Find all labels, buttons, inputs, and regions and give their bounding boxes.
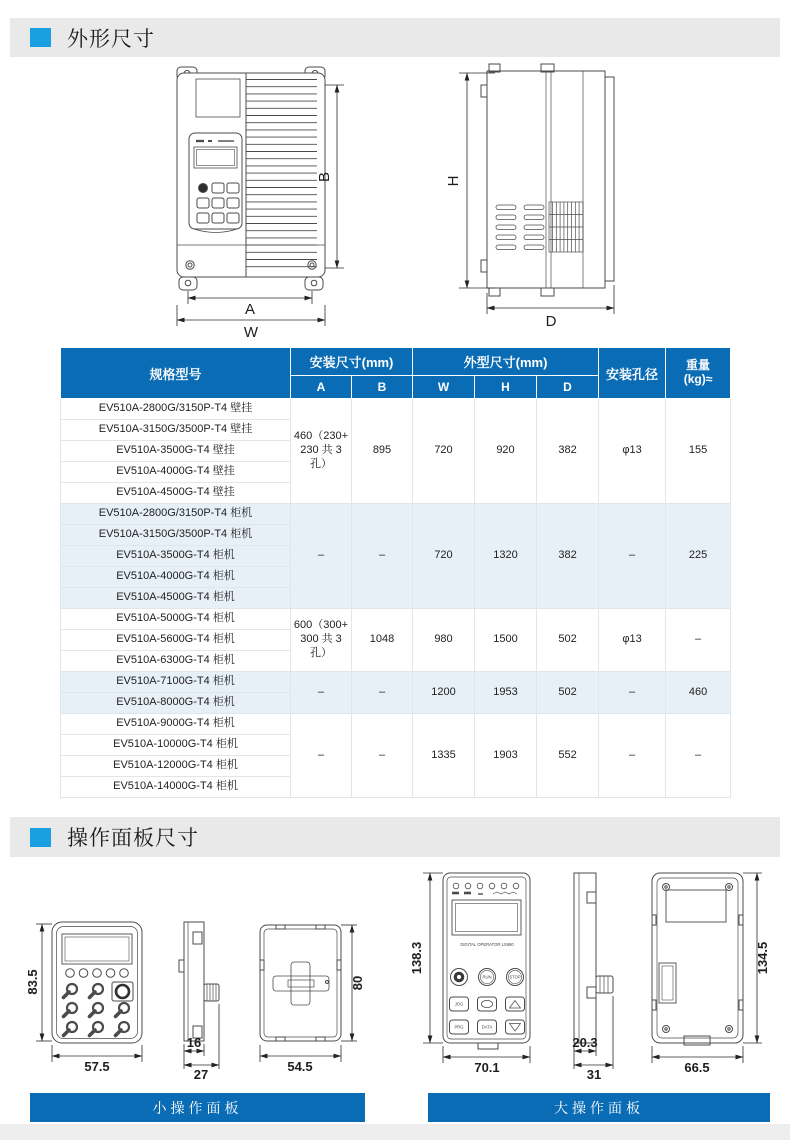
- model-cell: EV510A-2800G/3150P-T4 壁挂: [61, 399, 291, 420]
- model-cell: EV510A-7100G-T4 柜机: [61, 672, 291, 693]
- value-cell-hole: φ13: [599, 609, 666, 672]
- header-mount: 安装尺寸(mm): [291, 348, 413, 376]
- value-cell-d: 382: [537, 504, 599, 609]
- section-outline-title: 外形尺寸: [67, 27, 155, 51]
- dim-label-a: A: [244, 301, 256, 318]
- outline-drawings: [0, 55, 790, 345]
- model-cell: EV510A-4000G-T4 柜机: [61, 567, 291, 588]
- value-cell-a: –: [291, 504, 352, 609]
- stop-button-label: STOP: [509, 974, 521, 980]
- model-cell: EV510A-12000G-T4 柜机: [61, 756, 291, 777]
- value-cell-d: 382: [537, 399, 599, 504]
- value-cell-d: 552: [537, 714, 599, 798]
- large-panel-back-view: [652, 873, 743, 1045]
- large-back-width: 66.5: [684, 1060, 710, 1075]
- value-cell-d: 502: [537, 672, 599, 714]
- small-front-width: 57.5: [84, 1059, 110, 1074]
- table-row: [61, 399, 731, 420]
- small-panel-side-view: [179, 922, 219, 1041]
- header-hole: 安装孔径: [599, 348, 666, 399]
- model-cell: EV510A-9000G-T4 柜机: [61, 714, 291, 735]
- large-front-height: 138.3: [409, 941, 424, 975]
- value-cell-hole: –: [599, 504, 666, 609]
- table-row: [61, 714, 731, 735]
- model-cell: EV510A-14000G-T4 柜机: [61, 777, 291, 798]
- value-cell-a: –: [291, 672, 352, 714]
- panel-drawings: [0, 860, 790, 1088]
- model-cell: EV510A-2800G/3150P-T4 柜机: [61, 504, 291, 525]
- run-button-label: RUN: [482, 974, 492, 980]
- value-cell-h: 1903: [475, 714, 537, 798]
- small-panel-back-view: [260, 925, 341, 1041]
- model-cell: EV510A-3500G-T4 柜机: [61, 546, 291, 567]
- prg-button-label: PRG: [454, 1024, 464, 1030]
- large-panel-label-bar: [428, 1093, 770, 1122]
- value-cell-hole: φ13: [599, 399, 666, 504]
- model-cell: EV510A-3500G-T4 壁挂: [61, 441, 291, 462]
- value-cell-b: –: [352, 504, 413, 609]
- value-cell-b: –: [352, 672, 413, 714]
- large-panel-caption: DIGITAL OPERATOR LS590: [460, 942, 514, 947]
- table-row: [61, 504, 731, 525]
- spec-table-body: [61, 399, 731, 798]
- value-cell-h: 1320: [475, 504, 537, 609]
- accent-square-icon: [30, 828, 51, 847]
- small-panel-front-view: [52, 922, 142, 1043]
- header-col-w: W: [413, 376, 475, 399]
- vfd-front-view: [177, 67, 325, 290]
- spec-table-container: [60, 347, 730, 798]
- spec-table: [60, 347, 731, 798]
- large-panel-front-view: [443, 873, 530, 1049]
- value-cell-a: 460（230+230 共 3 孔）: [291, 399, 352, 504]
- value-cell-hole: –: [599, 714, 666, 798]
- large-panel-label: 大操作面板: [554, 1099, 644, 1116]
- value-cell-weight: 225: [666, 504, 731, 609]
- small-back-height: 80: [350, 975, 365, 991]
- section-panel-title: 操作面板尺寸: [67, 827, 199, 850]
- value-cell-weight: 155: [666, 399, 731, 504]
- bottom-strip: [0, 1124, 790, 1140]
- small-panel-label: 小操作面板: [152, 1099, 243, 1116]
- large-back-height: 134.5: [755, 941, 770, 975]
- section-panel-band: [10, 817, 780, 857]
- model-cell: EV510A-4000G-T4 壁挂: [61, 462, 291, 483]
- dim-label-w: W: [243, 324, 259, 341]
- data-button-label: DATA: [481, 1024, 493, 1030]
- value-cell-w: 720: [413, 399, 475, 504]
- value-cell-a: 600（300+300 共 3 孔）: [291, 609, 352, 672]
- table-row: [61, 672, 731, 693]
- value-cell-weight: –: [666, 609, 731, 672]
- model-cell: EV510A-6300G-T4 柜机: [61, 651, 291, 672]
- header-col-b: B: [352, 376, 413, 399]
- value-cell-w: 980: [413, 609, 475, 672]
- header-model: 规格型号: [61, 348, 291, 399]
- value-cell-hole: –: [599, 672, 666, 714]
- value-cell-h: 920: [475, 399, 537, 504]
- value-cell-weight: 460: [666, 672, 731, 714]
- small-back-width: 54.5: [287, 1059, 313, 1074]
- small-side-depth1: 16: [186, 1035, 202, 1050]
- value-cell-weight: –: [666, 714, 731, 798]
- model-cell: EV510A-10000G-T4 柜机: [61, 735, 291, 756]
- header-weight: [666, 348, 731, 399]
- small-side-depth2: 27: [193, 1067, 209, 1082]
- table-row: [61, 609, 731, 630]
- value-cell-w: 720: [413, 504, 475, 609]
- model-cell: EV510A-8000G-T4 柜机: [61, 693, 291, 714]
- model-cell: EV510A-4500G-T4 柜机: [61, 588, 291, 609]
- vfd-side-view: [481, 64, 614, 296]
- header-outline: 外型尺寸(mm): [413, 348, 599, 376]
- model-cell: EV510A-5000G-T4 柜机: [61, 609, 291, 630]
- small-panel-label-bar: [30, 1093, 365, 1122]
- value-cell-w: 1200: [413, 672, 475, 714]
- accent-square-icon: [30, 28, 51, 47]
- section-outline-band: [10, 18, 780, 57]
- value-cell-w: 1335: [413, 714, 475, 798]
- value-cell-d: 502: [537, 609, 599, 672]
- header-weight-line2: (kg)≈: [683, 372, 713, 386]
- model-cell: EV510A-4500G-T4 壁挂: [61, 483, 291, 504]
- large-side-depth1: 20.3: [572, 1035, 598, 1050]
- small-front-height: 83.5: [25, 969, 40, 995]
- jog-button-label: JOG: [454, 1001, 464, 1007]
- dim-label-h: H: [445, 175, 462, 187]
- model-cell: EV510A-5600G-T4 柜机: [61, 630, 291, 651]
- large-front-width: 70.1: [474, 1060, 500, 1075]
- value-cell-b: 1048: [352, 609, 413, 672]
- value-cell-a: –: [291, 714, 352, 798]
- dim-label-d: D: [545, 313, 557, 330]
- model-cell: EV510A-3150G/3500P-T4 壁挂: [61, 420, 291, 441]
- header-col-a: A: [291, 376, 352, 399]
- large-panel-side-view: [574, 873, 613, 1043]
- model-cell: EV510A-3150G/3500P-T4 柜机: [61, 525, 291, 546]
- value-cell-b: –: [352, 714, 413, 798]
- header-weight-line1: 重量: [686, 358, 711, 373]
- header-col-d: D: [537, 376, 599, 399]
- large-side-depth2: 31: [586, 1067, 602, 1082]
- dim-label-b: B: [316, 171, 333, 183]
- value-cell-h: 1953: [475, 672, 537, 714]
- header-col-h: H: [475, 376, 537, 399]
- value-cell-h: 1500: [475, 609, 537, 672]
- value-cell-b: 895: [352, 399, 413, 504]
